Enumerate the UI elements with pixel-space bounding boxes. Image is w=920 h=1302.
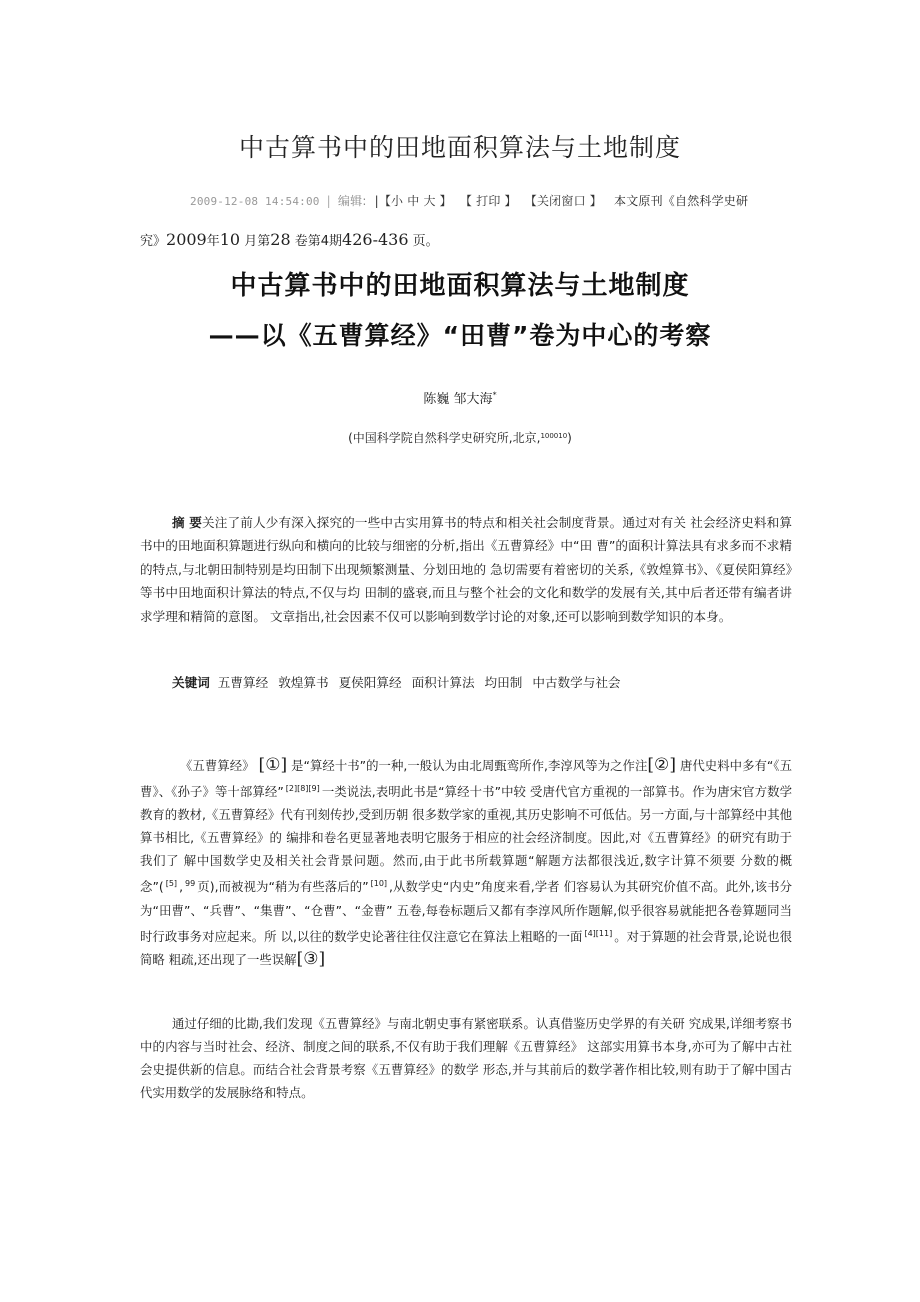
source-month-unit: 月第 bbox=[244, 234, 271, 249]
body-text: 唐代史料中多有“《五曹》、《孙子》等十部算经” bbox=[140, 758, 792, 800]
meta-separator: | bbox=[326, 194, 331, 208]
meta-bar bbox=[190, 192, 800, 209]
publish-datetime: 2009-12-08 14:54:00 bbox=[190, 195, 320, 208]
author-names: 陈巍 邹大海 bbox=[423, 392, 493, 407]
body-text: 《五曹算经》 bbox=[180, 758, 255, 773]
keyword: 五曹算经 bbox=[217, 675, 269, 690]
abstract-label: 摘 要 bbox=[172, 515, 203, 530]
keyword: 敦煌算书 bbox=[278, 675, 329, 690]
editor-label: 编辑: bbox=[337, 194, 367, 208]
keyword: 面积计算法 bbox=[411, 675, 475, 690]
abstract-text: 关注了前人少有深入探究的一些中古实用算书的特点和相关社会制度背景。通过对有关 社会经济史料和算书中的田地面积算题进行纵向和横向的比较与细密的分析,指出《五曹算经》中“田 曹”的面积计算法具有求多而不求精的特点,与北朝田制特别是均田制下出现频繁测量、分划田地的 急切需要有着密切的关系,《敦煌算书》、《夏侯阳算经》等书中田地面积计算法的特点,不仅与均 田制的盛衰,而且与整个社会的文化和数学的发展有关,其中后者还带有编者讲求学理和精简的意图。 文章指出,社会因素不仅可以影响到数学讨论的对象,还可以影响到数学知识的本身。 bbox=[140, 515, 792, 624]
body-text: ,从数学史“内史”角度来看,学者 们容易认为其研究价值不高。此外,该书分为“田曹”、“兵曹”、“集曹”、“仓曹”、“金曹” 五卷,每卷标题后又都有李淳风所作题解,似乎很容易就能把各卷算题同当时行政事务对应起来。所 以,以往的数学史论著往往仅注意它在算法上粗略的一面 bbox=[140, 879, 792, 944]
body-text: 通过仔细的比勘,我们发现《五曹算经》与南北朝史事有紧密联系。认真借鉴历史学界的有关研 究成果,详细考察书中的内容与当时社会、经济、制度之间的联系,不仅有助于我们理解《五曹算经》 这部实用算书本身,亦可为了解中古社会史提供新的信息。而结合社会背景考察《五曹算经》的数学 形态,并与其前后的数学著作相比较,则有助于了解中国古代实用数学的发展脉络和特点。 bbox=[140, 1016, 792, 1101]
authors bbox=[0, 388, 920, 407]
source-note: 本文原刊《自然科学史研 bbox=[614, 194, 749, 208]
abstract bbox=[140, 511, 792, 628]
affiliation bbox=[0, 429, 920, 446]
citation-ref[interactable]: [5] bbox=[165, 879, 178, 889]
body-text: 。对于算题的社会背景,论说也很简略 粗疏,还出现了一些误解 bbox=[140, 928, 792, 967]
article-title: 中古算书中的田地面积算法与土地制度 bbox=[230, 271, 690, 301]
keyword: 中古数学与社会 bbox=[532, 675, 621, 690]
affiliation-close: ) bbox=[567, 431, 572, 445]
body-paragraph-2 bbox=[140, 1012, 792, 1104]
source-issue: 卷第4期 bbox=[294, 234, 343, 249]
citation-ref[interactable]: [10] bbox=[370, 879, 388, 889]
source-pages: 426-436 bbox=[342, 230, 409, 249]
citation-page: 99 bbox=[185, 879, 196, 889]
source-pages-unit: 页。 bbox=[412, 234, 439, 249]
keywords-label: 关键词 bbox=[172, 675, 210, 690]
body-text: , bbox=[179, 879, 184, 895]
author-footnote-mark: * bbox=[492, 390, 497, 400]
note-marker[interactable]: [③] bbox=[296, 948, 326, 969]
note-marker[interactable]: [②] bbox=[647, 755, 676, 775]
page-title: 中古算书中的田地面积算法与土地制度 bbox=[238, 133, 681, 162]
source-year: 2009 bbox=[166, 230, 207, 249]
font-size-controls[interactable]: |【小 中 大 】 bbox=[374, 194, 452, 208]
note-marker[interactable]: [①] bbox=[258, 755, 288, 775]
keyword: 夏侯阳算经 bbox=[338, 675, 402, 690]
affiliation-text: (中国科学院自然科学史研究所,北京, bbox=[348, 431, 541, 445]
source-volume: 28 bbox=[270, 230, 291, 249]
source-note-continued bbox=[140, 230, 439, 249]
source-year-unit: 年 bbox=[206, 234, 220, 249]
body-text: 一类说法,表明此书是“算经十书”中较 受唐代官方重视的一部算书。作为唐宋官方数学教育的教材,《五曹算经》代有刊刻传抄,受到历朝 很多数学家的重视,其历史影响不可低估。另一方面,与十部算经中其他算书相比,《五曹算经》的 编排和卷名更显著地表明它服务于相应的社会经济制度。因此,对《五曹算经》的研究有助于我们了 解中国数学史及相关社会背景问题。然而,由于此书所载算题“解题方法都很浅近,数字计算不须要 分数的概念”( bbox=[140, 784, 792, 895]
citation-ref[interactable]: [4][11] bbox=[584, 928, 613, 938]
body-text: 页),而被视为“稍为有些落后的” bbox=[197, 879, 369, 895]
body-paragraph-1 bbox=[140, 754, 792, 971]
source-month: 10 bbox=[219, 230, 241, 249]
citation-ref[interactable]: [2][8][9] bbox=[285, 784, 320, 794]
body-text: 是“算经十书”的一种,一般认为由北周甄鸾所作,李淳风等为之作注 bbox=[291, 758, 648, 773]
article-subtitle: ——以《五曹算经》“田曹”卷为中心的考察 bbox=[208, 321, 712, 350]
print-link[interactable]: 【 打印 】 bbox=[459, 194, 517, 208]
postal-code: 100010 bbox=[540, 432, 568, 440]
source-journal-tail: 究》 bbox=[140, 234, 167, 249]
keywords bbox=[172, 672, 627, 691]
keyword: 均田制 bbox=[484, 675, 523, 690]
close-window-link[interactable]: 【关闭窗口 】 bbox=[524, 194, 602, 208]
